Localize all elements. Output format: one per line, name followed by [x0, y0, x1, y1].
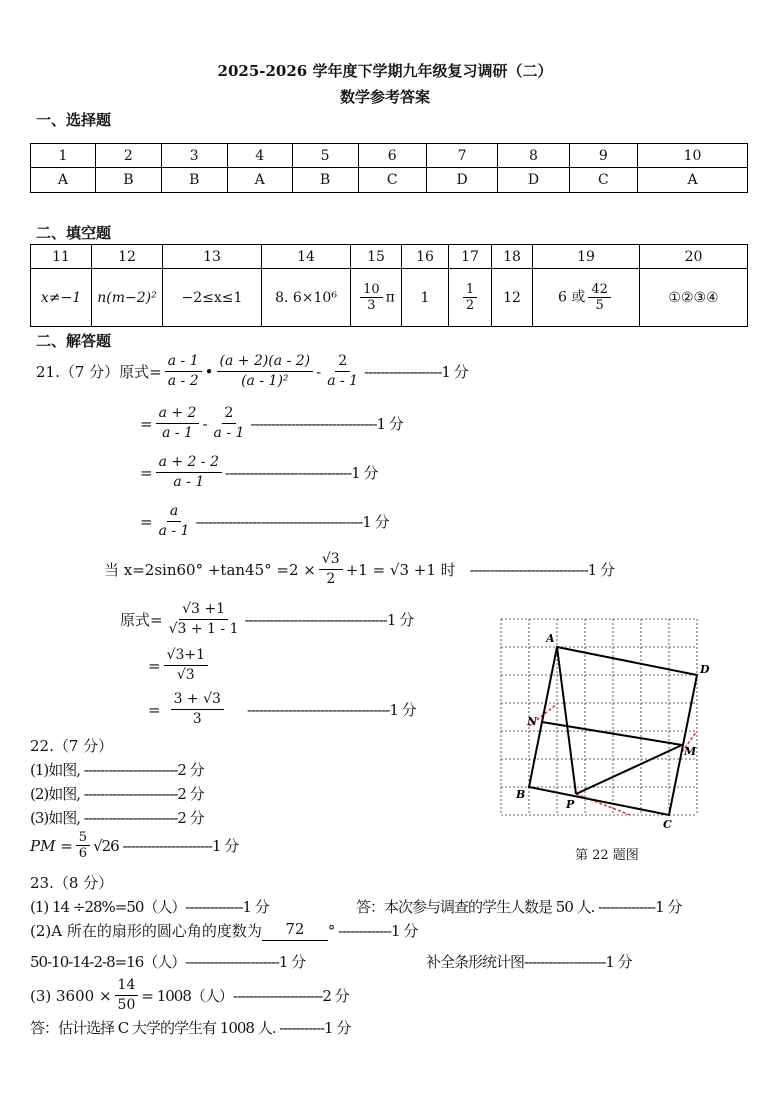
- q23-line4: [30, 976, 349, 1015]
- score-mark: -------------------1 分: [364, 363, 468, 381]
- point-m-label: M: [684, 745, 697, 758]
- fill-num: 15: [351, 245, 402, 269]
- fill-num: 11: [31, 245, 92, 269]
- choice-ans: D: [498, 168, 569, 193]
- fraction: [324, 352, 361, 391]
- original-label: 原式=: [120, 611, 163, 629]
- numerator: √3 +1: [179, 600, 228, 620]
- fraction: [217, 352, 314, 391]
- denominator: √3 + 1 - 1: [168, 621, 239, 637]
- choice-ans: A: [227, 168, 292, 193]
- fill-answer-row: [31, 269, 748, 327]
- choice-ans: A: [638, 168, 748, 193]
- fraction: [166, 600, 242, 639]
- fill-number-row: [31, 245, 748, 269]
- fraction: [165, 352, 202, 391]
- numerator: 10: [360, 282, 383, 298]
- pm-label: PM =: [30, 836, 73, 855]
- fill-ans-12: n(m−2)²: [92, 269, 163, 327]
- numerator: 2: [222, 404, 237, 424]
- fill-ans-17: [449, 269, 492, 327]
- choice-ans: C: [358, 168, 426, 193]
- choice-num: 8: [498, 144, 569, 168]
- fill-ans-15: [351, 269, 402, 327]
- score-mark: -------------------------------1 分: [225, 464, 378, 482]
- denominator: a - 2: [167, 373, 199, 389]
- denominator: 3: [367, 298, 376, 313]
- denominator: √3: [176, 667, 195, 683]
- numerator: a + 2 - 2: [156, 453, 222, 473]
- q22-part2: (2)如图, -----------------------2 分: [30, 785, 204, 803]
- fraction: [156, 404, 200, 443]
- score-mark: -------------------------------1 分: [250, 415, 403, 433]
- fill-num: 12: [92, 245, 163, 269]
- section-choice: 一、选择题: [36, 111, 112, 129]
- numerator: a: [167, 502, 181, 522]
- q21-line1: [36, 352, 468, 391]
- q22-part3: (3)如图, -----------------------2 分: [30, 809, 204, 827]
- choice-ans: C: [569, 168, 637, 193]
- q22-grid-figure: [498, 616, 710, 831]
- choice-num: 7: [426, 144, 497, 168]
- denominator: 6: [78, 846, 88, 861]
- denominator: (a - 1)²: [241, 373, 289, 389]
- angle-answer-blank: 72: [262, 920, 328, 941]
- denominator: a - 1: [327, 373, 359, 389]
- denominator: a - 1: [162, 425, 193, 441]
- choice-number-row: [31, 144, 748, 168]
- q21-line4: [140, 502, 389, 541]
- numerator: a - 1: [165, 352, 202, 372]
- denominator: 2: [326, 571, 336, 587]
- substitution-text: 当 x=2sin60° +tan45° =2 ×: [104, 561, 316, 579]
- denominator: 3: [192, 711, 202, 727]
- substitution-text: +1 = √3 +1 时: [345, 561, 456, 579]
- minus-sign: -: [316, 362, 322, 381]
- fill-num: 19: [533, 245, 640, 269]
- fill-num: 14: [262, 245, 351, 269]
- fill-num: 20: [640, 245, 748, 269]
- fill-num: 18: [492, 245, 533, 269]
- equals-sign: =: [140, 463, 153, 482]
- calc-prefix: (3) 3600 ×: [30, 986, 112, 1005]
- choice-num: 6: [358, 144, 426, 168]
- q22-label: 22.（7 分）: [30, 737, 114, 755]
- angle-question: (2)A 所在的扇形的圆心角的度数为: [30, 922, 262, 940]
- q23-line3: 50-10-14-2-8=16（人）-----------------------1 分: [30, 953, 306, 971]
- score-mark: √26 ----------------------1 分: [93, 837, 239, 855]
- q21-line7: [148, 646, 211, 685]
- fill-num: 17: [449, 245, 492, 269]
- fraction: [164, 646, 208, 685]
- fraction: [360, 282, 383, 313]
- fraction: [319, 550, 343, 589]
- fraction: [115, 976, 139, 1015]
- numerator: 2: [335, 352, 350, 372]
- fill-ans-16: 1: [402, 269, 449, 327]
- fraction: [588, 282, 611, 313]
- fraction: [171, 690, 224, 729]
- fill-ans-19: [533, 269, 640, 327]
- choice-num: 4: [227, 144, 292, 168]
- q23-line3-chart: 补全条形统计图--------------------1 分: [426, 953, 632, 971]
- q21-line2: [140, 404, 403, 443]
- dot-operator: •: [204, 362, 214, 381]
- fraction: [156, 453, 222, 492]
- choice-num: 3: [161, 144, 227, 168]
- doc-title: 2025-2026 学年度下学期九年级复习调研（二）: [217, 62, 553, 80]
- point-n-label: N: [527, 715, 538, 728]
- denominator: 5: [595, 298, 604, 313]
- choice-ans: B: [95, 168, 161, 193]
- q23-line1: (1) 14 ÷28%=50（人）--------------1 分: [30, 898, 269, 916]
- point-b-label: B: [516, 788, 526, 801]
- score-mark: -----------------------------------------1 分: [195, 513, 389, 531]
- numerator: 3 + √3: [171, 690, 224, 710]
- doc-subtitle: 数学参考答案: [339, 88, 430, 106]
- choice-num: 5: [292, 144, 358, 168]
- q23-line2: [30, 920, 417, 941]
- score-mark: ° -------------1 分: [327, 922, 418, 940]
- point-a-label: A: [546, 632, 555, 645]
- fill-table: [30, 244, 748, 327]
- equals-sign: =: [148, 656, 161, 675]
- score-mark: = 1008（人）----------------------2 分: [141, 987, 349, 1005]
- q21-label: 21.（7 分）原式=: [36, 363, 162, 381]
- numerator: √3: [319, 550, 343, 570]
- numerator: (a + 2)(a - 2): [217, 352, 314, 372]
- minus-sign: -: [202, 414, 208, 433]
- point-labels: [515, 632, 710, 831]
- equals-sign: =: [148, 700, 161, 719]
- pi-symbol: π: [385, 289, 395, 306]
- q23-label: 23.（8 分）: [30, 874, 114, 892]
- numerator: a + 2: [156, 404, 200, 424]
- choice-ans: A: [31, 168, 96, 193]
- choice-answer-row: [31, 168, 748, 193]
- numerator: √3+1: [164, 646, 208, 666]
- fraction: [463, 282, 477, 313]
- q22-pm: [30, 830, 238, 861]
- score-mark: -----------------------------1 分: [469, 561, 614, 579]
- score-mark: -----------------------------------1 分: [244, 611, 414, 629]
- point-d-label: D: [700, 663, 710, 676]
- denominator: a - 1: [173, 474, 205, 490]
- fill-ans-18: 12: [492, 269, 533, 327]
- fraction: [156, 502, 193, 541]
- q21-line3: [140, 453, 377, 492]
- numerator: 1: [463, 282, 477, 298]
- choice-num: 10: [638, 144, 748, 168]
- q21-line5: [104, 550, 614, 589]
- section-fill: 二、填空题: [36, 224, 112, 242]
- score-mark: -----------------------------------1 分: [246, 701, 416, 719]
- section-solve: 二、解答题: [36, 332, 112, 350]
- choice-table: [30, 143, 748, 193]
- choice-ans: B: [161, 168, 227, 193]
- choice-ans: D: [426, 168, 497, 193]
- q21-line8: [148, 690, 416, 729]
- q23-line5: 答：估计选择 C 大学的学生有 1008 人. -----------1 分: [30, 1019, 351, 1037]
- equals-sign: =: [140, 512, 153, 531]
- q21-line6: [120, 600, 413, 639]
- fill-num: 13: [163, 245, 262, 269]
- choice-num: 1: [31, 144, 96, 168]
- fill-ans-11: x≠−1: [31, 269, 92, 327]
- numerator: 42: [588, 282, 611, 298]
- choice-num: 9: [569, 144, 637, 168]
- figure-caption: 第 22 题图: [575, 848, 639, 863]
- fraction: [76, 830, 90, 861]
- answer-prefix: 6 或: [558, 289, 586, 306]
- fill-num: 16: [402, 245, 449, 269]
- choice-ans: B: [292, 168, 358, 193]
- fill-ans-13: −2≤x≤1: [163, 269, 262, 327]
- denominator: 2: [465, 298, 475, 313]
- denominator: a - 1: [213, 425, 245, 441]
- numerator: 5: [76, 830, 90, 846]
- denominator: 50: [117, 997, 136, 1013]
- denominator: a - 1: [158, 523, 190, 539]
- q23-line1-answer: 答：本次参与调查的学生人数是 50 人. --------------1 分: [356, 898, 682, 916]
- point-p-label: P: [566, 798, 575, 811]
- q22-part1: (1)如图, -----------------------2 分: [30, 761, 204, 779]
- equals-sign: =: [140, 414, 153, 433]
- fill-ans-20: ①②③④: [640, 269, 748, 327]
- choice-num: 2: [95, 144, 161, 168]
- fraction: [211, 404, 248, 443]
- fill-ans-14: 8. 6×10⁶: [262, 269, 351, 327]
- numerator: 14: [115, 976, 139, 996]
- point-c-label: C: [663, 818, 672, 831]
